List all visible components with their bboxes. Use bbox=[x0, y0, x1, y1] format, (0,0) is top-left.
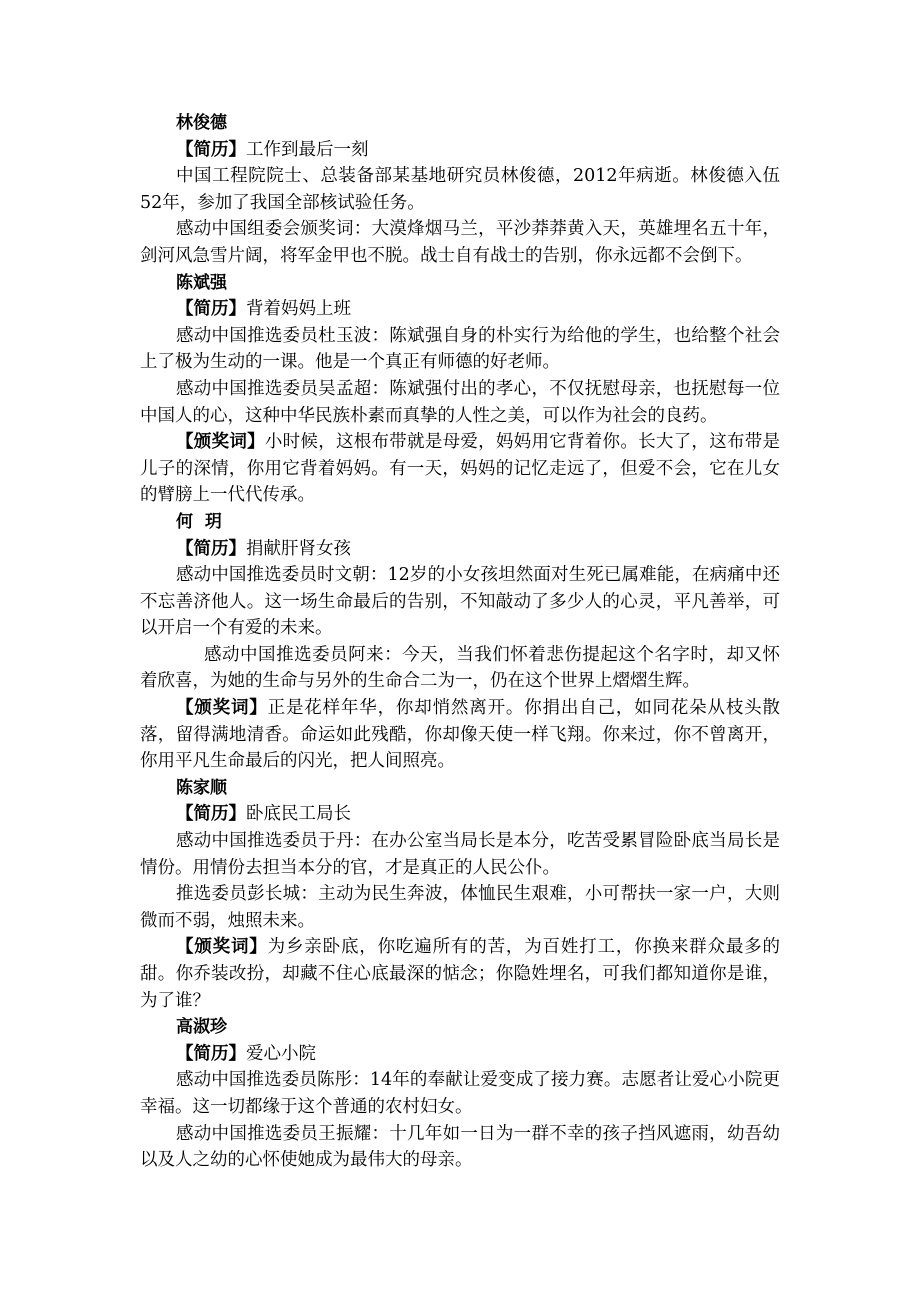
person-name: 何 玥 bbox=[176, 511, 222, 532]
paragraph: 感动中国推选委员王振耀：十几年如一日为一群不幸的孩子挡风遮雨，幼吾幼以及人之幼的心怀使她成为最伟大的母亲。 bbox=[140, 1123, 780, 1171]
award-paragraph bbox=[140, 429, 780, 509]
bio-line bbox=[140, 137, 780, 164]
person-name: 林俊德 bbox=[176, 113, 227, 133]
award-text: 小时候，这根布带就是母爱，妈妈用它背着你。长大了，这布带是儿子的深情，你用它背着妈妈。有一天，妈妈的记忆走远了，但爱不会，它在儿女的臂膀上一代代传承。 bbox=[140, 432, 781, 506]
person-name: 高淑珍 bbox=[176, 1017, 227, 1038]
person-name: 陈斌强 bbox=[176, 272, 227, 293]
bio-line bbox=[140, 801, 780, 828]
paragraph: 感动中国推选委员吴孟超：陈斌强付出的孝心，不仅抚慰母亲，也抚慰每一位中国人的心，这种中华民族朴素而真挚的人性之美，可以作为社会的良药。 bbox=[140, 378, 780, 426]
bio-label: 【简历】 bbox=[176, 299, 246, 320]
award-text: 正是花样年华，你却悄然离开。你捐出自己，如同花朵从枝头散落，留得满地清香。命运如此残酷，你却像天使一样飞翔。你来过，你不曾离开，你用平凡生命最后的闪光，把人间照亮。 bbox=[140, 698, 780, 772]
paragraph: 中国工程院院士、总装备部某基地研究员林俊德，2012年病逝。林俊德入伍52年，参加了我国全部核试验任务。 bbox=[140, 166, 780, 213]
paragraph: 感动中国推选委员时文朝：12岁的小女孩坦然面对生死已属难能，在病痛中还不忘善济他人。这一场生命最后的告别，不知敲动了多少人的心灵，平凡善举，可以开启一个有爱的未来。 bbox=[140, 565, 780, 639]
award-paragraph bbox=[140, 695, 780, 775]
paragraph: 感动中国推选委员陈彤：14年的奉献让爱变成了接力赛。志愿者让爱心小院更幸福。这一切都缘于这个普通的农村妇女。 bbox=[140, 1070, 780, 1117]
document-body bbox=[140, 110, 780, 1174]
bio-line bbox=[140, 1041, 780, 1068]
bio-label: 【简历】 bbox=[176, 139, 246, 160]
bio-label: 【简历】 bbox=[176, 538, 246, 559]
bio-line bbox=[140, 296, 780, 323]
award-label: 【颁奖词】 bbox=[176, 698, 268, 719]
paragraph: 感动中国推选委员杜玉波：陈斌强自身的朴实行为给他的学生，也给整个社会上了极为生动的一课。他是一个真正有师德的好老师。 bbox=[140, 325, 780, 373]
award-paragraph bbox=[140, 934, 780, 1014]
bio-text: 工作到最后一刻 bbox=[246, 139, 369, 160]
paragraph: 推选委员彭长城：主动为民生奔波，体恤民生艰难，小可帮扶一家一户，大则微而不弱，烛照未来。 bbox=[140, 884, 780, 931]
paragraph: 感动中国推选委员阿来：今天，当我们怀着悲伤提起这个名字时，却又怀着欣喜，为她的生命与另外的生命合二为一，仍在这个世界上熠熠生辉。 bbox=[140, 644, 780, 692]
bio-label: 【简历】 bbox=[176, 804, 246, 825]
paragraph: 感动中国组委会颁奖词：大漠烽烟马兰，平沙莽莽黄入天，英雄埋名五十年，剑河风急雪片阔，将军金甲也不脱。战士自有战士的告别，你永远都不会倒下。 bbox=[140, 219, 780, 266]
award-label: 【颁奖词】 bbox=[176, 432, 265, 453]
bio-text: 捐献肝肾女孩 bbox=[246, 538, 351, 559]
bio-label: 【简历】 bbox=[176, 1043, 246, 1064]
award-text: 为乡亲卧底，你吃遍所有的苦，为百姓打工，你换来群众最多的甜。你乔装改扮，却藏不住心底最深的惦念；你隐姓埋名，可我们都知道你是谁，为了谁？ bbox=[140, 937, 780, 1011]
award-label: 【颁奖词】 bbox=[176, 937, 268, 958]
bio-line bbox=[140, 536, 780, 563]
bio-text: 背着妈妈上班 bbox=[246, 299, 351, 320]
person-name: 陈家顺 bbox=[176, 777, 227, 798]
paragraph: 感动中国推选委员于丹：在办公室当局长是本分，吃苦受累冒险卧底当局长是情份。用情份去担当本分的官，才是真正的人民公仆。 bbox=[140, 831, 780, 878]
bio-text: 爱心小院 bbox=[246, 1043, 316, 1064]
bio-text: 卧底民工局长 bbox=[246, 804, 351, 825]
